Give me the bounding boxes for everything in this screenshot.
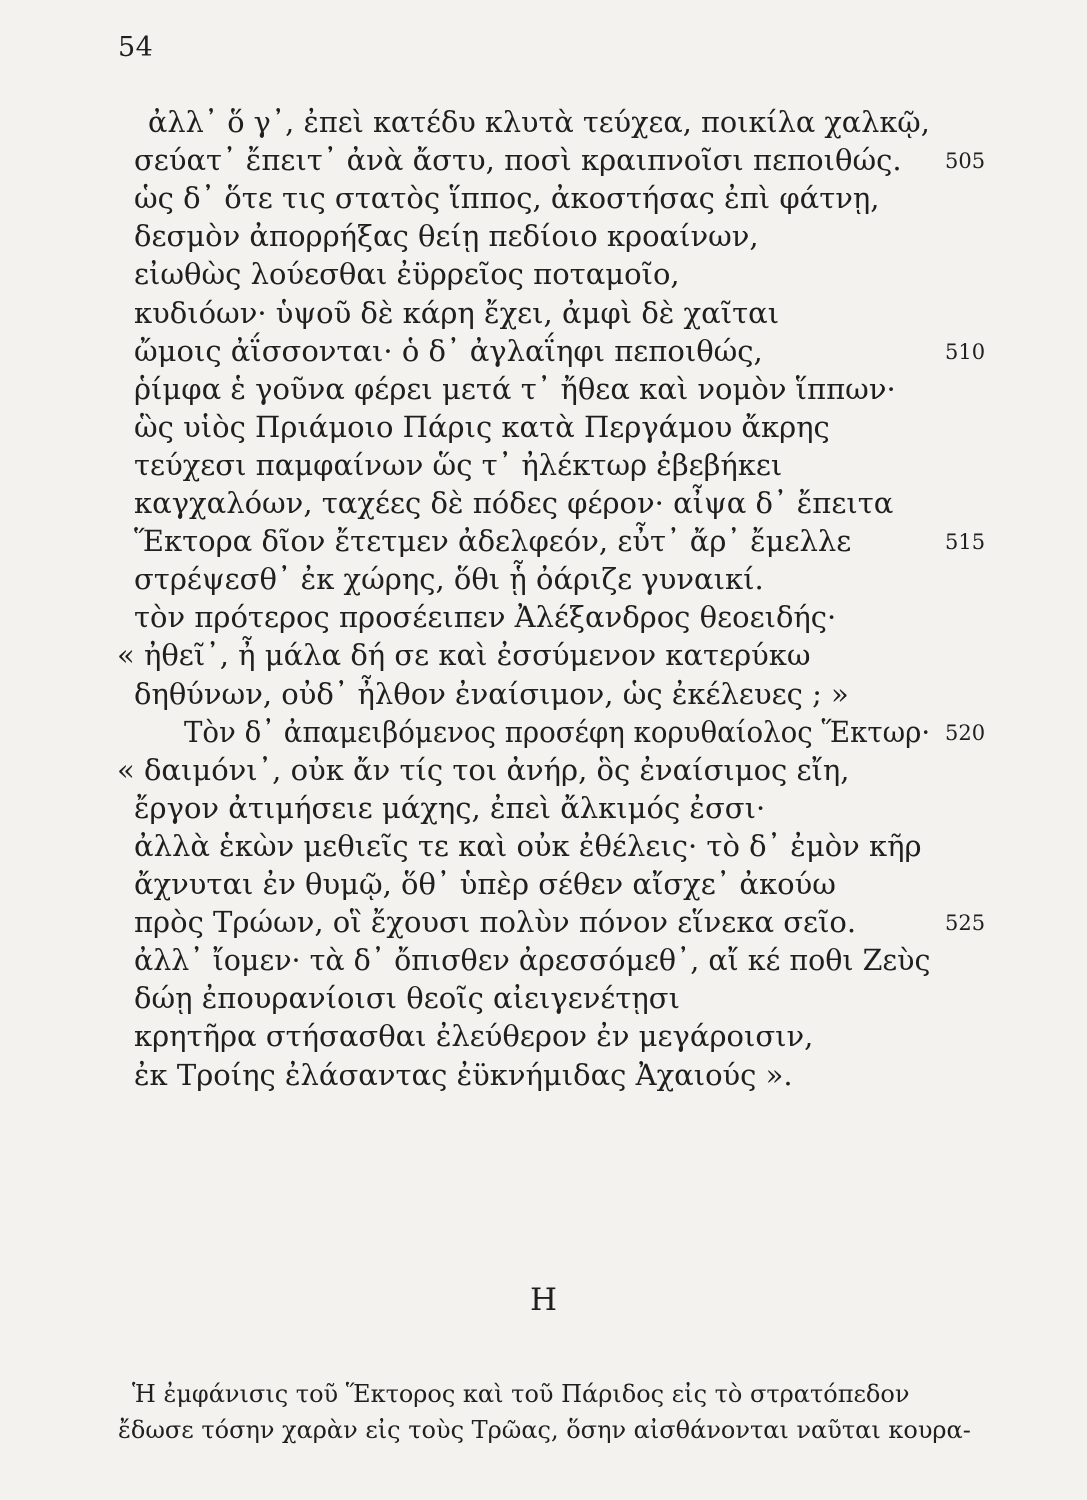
verse-text: ἄχνυται ἐν θυμῷ, ὅθ᾽ ὑπὲρ σέθεν αἴσχε᾽ ἀκούω bbox=[134, 867, 836, 901]
verse-text: στρέψεσθ᾽ ἐκ χώρης, ὅθι ᾗ ὀάριζε γυναικί. bbox=[134, 562, 764, 597]
verse-text: κρητῆρα στήσασθαι ἐλεύθερον ἐν μεγάροισιν, bbox=[134, 1019, 814, 1054]
verse-line bbox=[0, 178, 1087, 218]
line-number: 515 bbox=[945, 530, 986, 555]
verse-text: δώῃ ἐπουρανίοισι θεοῖς αἰειγενέτῃσι bbox=[134, 981, 680, 1016]
line-number: 520 bbox=[945, 720, 986, 745]
verse-text: ἀλλὰ ἑκὼν μεθιεῖς τε καὶ οὐκ ἐθέλεις· τὸ δ᾽ ἐμὸν κῆρ bbox=[134, 828, 922, 863]
verse-text: ἀλλ᾽ ὅ γ᾽, ἐπεὶ κατέδυ κλυτὰ τεύχεα, ποικίλα χαλκῷ, bbox=[148, 105, 930, 139]
verse-text: ἔργον ἀτιμήσειε μάχης, ἐπεὶ ἄλκιμός ἐσσι· bbox=[134, 790, 766, 825]
verse-line bbox=[0, 712, 1087, 752]
verse-line bbox=[0, 978, 1087, 1018]
verse-text: ἐκ Τροίης ἐλάσαντας ἐϋκνήμιδας Ἀχαιούς ». bbox=[134, 1057, 793, 1092]
verse-line bbox=[0, 902, 1087, 942]
page-number: 54 bbox=[118, 32, 154, 63]
verse-line bbox=[0, 597, 1087, 637]
verse-line bbox=[0, 140, 1087, 180]
verse-text: ὡς δ᾽ ὅτε τις στατὸς ἵππος, ἀκοστήσας ἐπὶ φάτνῃ, bbox=[134, 181, 880, 216]
verse-text: σεύατ᾽ ἔπειτ᾽ ἀνὰ ἄστυ, ποσὶ κραιπνοῖσι πεποιθώς. bbox=[134, 143, 902, 178]
verse-line bbox=[0, 521, 1087, 561]
verse-line bbox=[0, 483, 1087, 523]
line-number: 510 bbox=[945, 339, 986, 364]
line-number: 505 bbox=[945, 149, 986, 174]
commentary-line: ἔδωσε τόσην χαρὰν εἰς τοὺς Τρῶας, ὅσην αἰσθάνονται ναῦται κουρα- bbox=[118, 1416, 971, 1444]
verse-line bbox=[0, 1055, 1087, 1095]
line-number: 525 bbox=[945, 911, 986, 936]
verse-line bbox=[0, 369, 1087, 409]
verse-line bbox=[0, 445, 1087, 485]
verse-text: κυδιόων· ὑψοῦ δὲ κάρη ἔχει, ἀμφὶ δὲ χαῖται bbox=[134, 295, 780, 330]
verse-text: Ἕκτορα δῖον ἔτετμεν ἀδελφεόν, εὖτ᾽ ἄρ᾽ ἔμελλε bbox=[134, 524, 852, 559]
verse-line bbox=[0, 254, 1087, 294]
verse-text: δεσμὸν ἀπορρήξας θείῃ πεδίοιο κροαίνων, bbox=[134, 219, 759, 254]
verse-line bbox=[0, 102, 1087, 142]
verse-line bbox=[0, 407, 1087, 447]
verse-line bbox=[0, 940, 1087, 980]
verse-text: « ἠθεῖ᾽, ἦ μάλα δή σε καὶ ἐσσύμενον κατερύκω bbox=[117, 638, 811, 673]
verse-line bbox=[0, 1016, 1087, 1056]
verse-text: ὣς υἱὸς Πριάμοιο Πάρις κατὰ Περγάμου ἄκρης bbox=[134, 409, 830, 444]
section-title: Η bbox=[529, 1282, 558, 1318]
verse-line bbox=[0, 826, 1087, 866]
verse-line bbox=[0, 293, 1087, 333]
verse-text: τὸν πρότερος προσέειπεν Ἀλέξανδρος θεοειδής· bbox=[134, 600, 837, 635]
verse-text: « δαιμόνι᾽, οὐκ ἄν τίς τοι ἀνήρ, ὃς ἐναίσιμος εἴη, bbox=[117, 752, 850, 787]
verse-text: ῥίμφα ἑ γοῦνα φέρει μετά τ᾽ ἤθεα καὶ νομὸν ἵππων· bbox=[134, 371, 896, 406]
verse-text: πρὸς Τρώων, οἳ ἔχουσι πολὺν πόνον εἵνεκα σεῖο. bbox=[134, 905, 857, 940]
verse-line bbox=[0, 559, 1087, 599]
verse-line bbox=[0, 674, 1087, 714]
verse-line bbox=[0, 331, 1087, 371]
verse-text: δηθύνων, οὐδ᾽ ἦλθον ἐναίσιμον, ὡς ἐκέλευες ; » bbox=[134, 676, 849, 711]
verse-text: τεύχεσι παμφαίνων ὥς τ᾽ ἠλέκτωρ ἐβεβήκει bbox=[134, 447, 783, 482]
verse-text: ὤμοις ἀΐσσονται· ὁ δ᾽ ἀγλαΐηφι πεποιθώς, bbox=[134, 333, 763, 368]
verse-text: καγχαλόων, ταχέες δὲ πόδες φέρον· αἶψα δ᾽ ἔπειτα bbox=[134, 486, 894, 520]
verse-line bbox=[0, 864, 1087, 904]
verse-line bbox=[0, 788, 1087, 828]
verse-text: ἀλλ᾽ ἴομεν· τὰ δ᾽ ὄπισθεν ἀρεσσόμεθ᾽, αἴ κέ ποθι Ζεὺς bbox=[134, 943, 931, 978]
verse-line bbox=[0, 216, 1087, 256]
verse-line bbox=[0, 750, 1087, 790]
commentary-line: Ἡ ἐμφάνισις τοῦ Ἕκτορος καὶ τοῦ Πάριδος εἰς τὸ στρατόπεδον bbox=[132, 1380, 910, 1408]
verse-text: Τὸν δ᾽ ἀπαμειβόμενος προσέφη κορυθαίολος Ἕκτωρ· bbox=[184, 714, 931, 749]
verse-text: εἰωθὼς λούεσθαι ἐϋρρεῖος ποταμοῖο, bbox=[134, 257, 680, 292]
verse-line bbox=[0, 635, 1087, 675]
